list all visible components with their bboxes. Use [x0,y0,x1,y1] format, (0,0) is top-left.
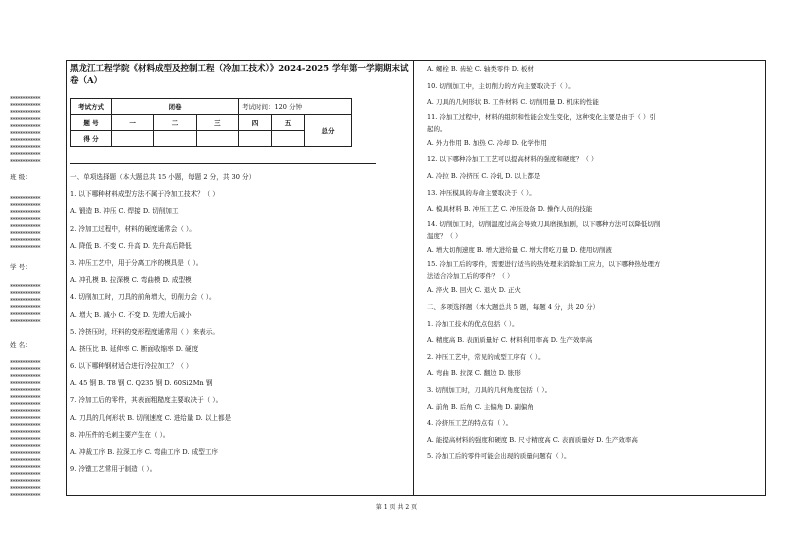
question-line: 10. 切削加工中，主切削力的方向主要取决于（ ）。 [427,81,575,90]
score-label: 得 分 [71,131,112,147]
question-line: 4. 切削加工时，刀具的前角增大，切削力会（ ）。 [70,293,216,302]
col-4: 四 [239,115,272,131]
question-line: A. 外力作用 B. 加热 C. 冷却 D. 化学作用 [427,138,547,147]
question-line: A. 模具材料 B. 冲压工艺 C. 冲压设备 D. 操作人员的技能 [427,205,593,214]
question-line: 法适合冷加工后的零件？（ ） [427,272,514,281]
column-divider [413,60,414,496]
row-title: 题 号 [71,115,112,131]
question-line: 15. 冷加工后的零件，需要进行适当的热处理来消除加工应力，以下哪种热处理方 [427,260,661,269]
exam-method: 闭卷 [112,99,239,115]
question-line: A. 增大切削速度 B. 增大进给量 C. 增大背吃刀量 D. 使用切削液 [427,245,612,254]
score-cell[interactable] [154,131,196,147]
score-table [70,98,352,147]
question-line: 起的。 [427,124,447,133]
question-line: A. 能提高材料的强度和硬度 B. 尺寸精度高 C. 表面质量好 D. 生产效率高 [427,435,638,444]
question-line: 11. 冷加工过程中，材料的组织和性能会发生变化，这种变化主要是由于（ ）引 [427,112,656,121]
score-cell[interactable] [112,131,154,147]
total-label: 总分 [305,115,352,147]
question-line: 5. 冷挤压时，坯料的变形程度通常用（ ）来表示。 [70,327,219,336]
question-line: A. 弯曲 B. 拉深 C. 翻边 D. 胀形 [427,369,521,378]
question-line: A. 淬火 B. 回火 C. 退火 D. 正火 [427,286,521,295]
section-heading: 二、多项选择题（本大题总共 5 题，每题 4 分，共 20 分） [427,302,599,311]
question-line: A. 冲裁工序 B. 拉深工序 C. 弯曲工序 D. 成型工序 [70,448,219,456]
question-line: A. 前角 B. 后角 C. 主偏角 D. 副偏角 [427,402,534,411]
question-line: 13. 冲压模具的寿命主要取决于（ ）。 [427,188,536,197]
exam-method-label: 考试方式 [71,99,112,115]
question-line: A. 45 钢 B. T8 钢 C. Q235 钢 D. 60Si2Mn 钢 [70,379,213,388]
col-1: 一 [112,115,154,131]
question-line: A. 增大 B. 减小 C. 不变 D. 先增大后减小 [70,310,192,319]
question-line: A. 降低 B. 不变 C. 升高 D. 先升高后降低 [70,241,192,250]
question-line: A. 螺栓 B. 齿轮 C. 轴类零件 D. 板材 [427,65,534,73]
left-column [70,169,255,478]
col-3: 三 [196,115,238,131]
page-footer: 第 1 页 共 2 页 [375,504,418,511]
binding-line: ************ ************ ************ ************ ************ ************ ************ ************ ************ ************ ************ ************ ************ ************ ************ ************ ************ ************ ************ ************ [10,360,40,500]
question-line: A. 刀具的几何形状 B. 工件材料 C. 切削用量 D. 机床的性能 [427,98,599,107]
score-cell[interactable] [239,131,272,147]
question-line: A. 挤压比 B. 延伸率 C. 断面收缩率 D. 硬度 [70,344,199,353]
question-line: 2. 冷加工过程中，材料的硬度通常会（ ）。 [70,224,196,233]
question-line: 7. 冷加工后的零件，其表面粗糙度主要取决于（ ）。 [70,396,223,405]
student-id-field: 学 号： [10,263,32,271]
right-column [427,61,660,465]
class-field: 班 级： [10,173,32,181]
col-2: 二 [154,115,196,131]
question-line: 1. 冷加工技术的优点包括（ ）。 [427,319,519,328]
question-line: 9. 冷镦工艺常用于制造（ ）。 [70,465,157,474]
col-5: 五 [272,115,305,131]
question-line: 14. 切削加工时，切削温度过高会导致刀具磨损加剧，以下哪种方法可以降低切削 [427,219,661,228]
question-line: 2. 冲压工艺中，常见的成型工序有（ ）。 [427,352,545,361]
score-cell[interactable] [196,131,238,147]
question-line: 1. 以下哪种材料成型方法不属于冷加工技术？（ ） [70,190,219,199]
exam-title: 黑龙江工程学院《材料成型及控制工程（冷加工技术）》2024-2025 学年第一学期期末试卷（A） [70,64,409,86]
question-line: 12. 以下哪种冷加工工艺可以提高材料的强度和硬度？（ ） [427,155,598,164]
exam-time: 考试时间：120 分钟 [239,99,352,115]
binding-line: ************ ************ ************ ************ ************ ************ ************ ************ [10,196,40,252]
question-line: A. 精度高 B. 表面质量好 C. 材料利用率高 D. 生产效率高 [427,336,593,345]
question-line: A. 锻造 B. 冲压 C. 焊接 D. 切削加工 [70,207,179,216]
score-cell[interactable] [272,131,305,147]
name-field: 姓 名： [10,341,32,349]
question-line: 3. 切削加工时，刀具的几何角度包括（ ）。 [427,385,552,394]
question-line: A. 刀具的几何形状 B. 切削速度 C. 进给量 D. 以上都是 [70,413,232,422]
binding-line: ************ ************ ************ ************ ************ ************ ************ ************ ************ ************ [10,96,40,166]
question-line: A. 冲孔模 B. 拉深模 C. 弯曲模 D. 成型模 [70,276,192,285]
question-line: 温度？（ ） [427,231,462,240]
question-line: 8. 冲压件的毛刺主要产生在（ ）。 [70,430,170,439]
question-line: 5. 冷加工后的零件可能会出现的质量问题有（ ）。 [427,452,571,461]
question-line: 3. 冲压工艺中，用于分离工序的模具是（ ）。 [70,258,203,267]
binding-line: ************ ************ ************ ************ ************ ************ [10,284,40,326]
question-line: 4. 冷挤压工艺的特点有（ ）。 [427,419,513,428]
question-line: 6. 以下哪种钢材适合进行冷拉加工？（ ） [70,362,193,371]
question-line: A. 冷拉 B. 冷挤压 C. 冷轧 D. 以上都是 [427,171,541,180]
section-rule [70,163,376,164]
question-line: 一、单项选择题（本大题总共 15 小题，每题 2 分，共 30 分） [70,173,256,181]
